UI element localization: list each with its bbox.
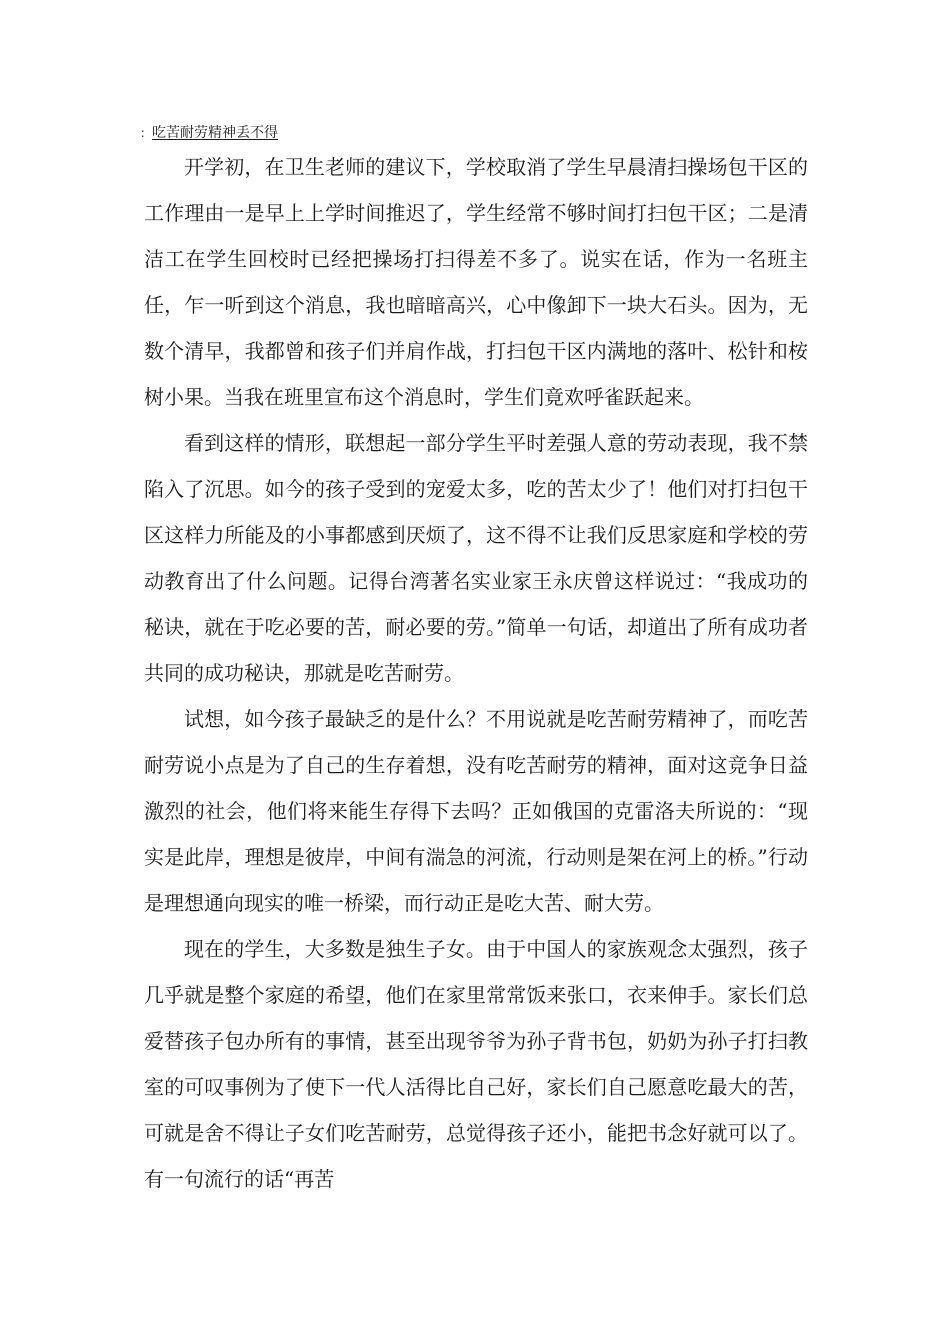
document-title-line: [140, 124, 278, 142]
paragraph-3: 试想，如今孩子最缺乏的是什么？不用说就是吃苦耐劳精神了，而吃苦耐劳说小点是为了自己的生存着想，没有吃苦耐劳的精神，面对这竞争日益激烈的社会，他们将来能生存得下去吗？正如俄国的克雷洛夫所说的：“现实是此岸，理想是彼岸，中间有湍急的河流，行动则是架在河上的桥。”行动是理想通向现实的唯一桥梁，而行动正是吃大苦、耐大劳。: [144, 707, 808, 915]
paragraph-1: 开学初，在卫生老师的建议下，学校取消了学生早晨清扫操场包干区的工作理由一是早上上学时间推迟了，学生经常不够时间打扫包干区；二是清洁工在学生回校时已经把操场打扫得差不多了。说实在话，作为一名班主任，乍一听到这个消息，我也暗暗高兴，心中像卸下一块大石头。因为，无数个清早，我都曾和孩子们并肩作战，打扫包干区内满地的落叶、松针和桉树小果。当我在班里宣布这个消息时，学生们竟欢呼雀跃起来。: [144, 155, 808, 409]
paragraph-4: 现在的学生，大多数是独生子女。由于中国人的家族观念太强烈，孩子几乎就是整个家庭的希望，他们在家里常常饭来张口，衣来伸手。家长们总爱替孩子包办所有的事情，甚至出现爷爷为孙子背书包，奶奶为孙子打扫教室的可叹事例为了使下一代人活得比自己好，家长们自己愿意吃最大的苦，可就是舍不得让子女们吃苦耐劳，总觉得孩子还小，能把书念好就可以了。有一句流行的话“再苦: [144, 937, 808, 1191]
document-title: 吃苦耐劳精神丢不得: [152, 125, 279, 141]
document-body: [144, 144, 808, 1202]
title-prefix: ：: [140, 126, 153, 140]
paragraph-2: 看到这样的情形，联想起一部分学生平时差强人意的劳动表现，我不禁陷入了沉思。如今的孩子受到的宠爱太多，吃的苦太少了！他们对打扫包干区这样力所能及的小事都感到厌烦了，这不得不让我们反思家庭和学校的劳动教育出了什么问题。记得台湾著名实业家王永庆曾这样说过：“我成功的秘诀，就在于吃必要的苦，耐必要的劳。”简单一句话，却道出了所有成功者共同的成功秘诀，那就是吃苦耐劳。: [144, 431, 808, 685]
